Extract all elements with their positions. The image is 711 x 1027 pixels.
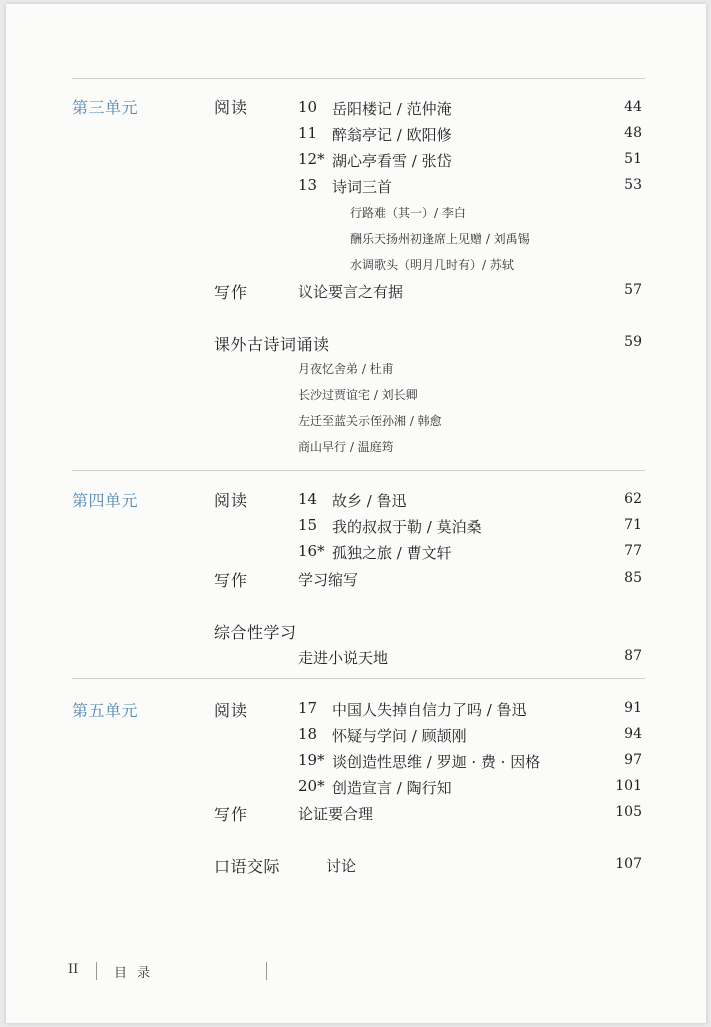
footer-page-number: II — [68, 962, 79, 977]
writing-title[interactable]: 学习缩写 — [298, 571, 359, 589]
extra-reading-page: 59 — [624, 334, 642, 350]
comprehensive-title[interactable]: 走进小说天地 — [298, 649, 389, 667]
oral-title[interactable]: 讨论 — [326, 857, 357, 875]
lesson-page: 53 — [624, 177, 642, 193]
lesson-page: 62 — [624, 491, 642, 507]
lesson-num: 18 — [298, 725, 318, 743]
lesson-page: 51 — [624, 151, 642, 167]
lesson-title[interactable]: 怀疑与学问 / 顾颉刚 — [332, 727, 467, 745]
lesson-page: 91 — [624, 700, 642, 716]
lesson-num: 14 — [298, 490, 318, 508]
lesson-title[interactable]: 中国人失掉自信力了吗 / 鲁迅 — [332, 701, 527, 719]
lesson-num: 12* — [298, 150, 325, 168]
extra-poem-item[interactable]: 左迁至蓝关示侄孙湘 / 韩愈 — [298, 414, 442, 428]
lesson-num: 20* — [298, 777, 325, 795]
lesson-page: 101 — [615, 778, 642, 794]
lesson-page: 48 — [624, 125, 642, 141]
lesson-title[interactable]: 孤独之旅 / 曹文轩 — [332, 544, 452, 562]
comprehensive-label: 综合性学习 — [214, 623, 297, 642]
reading-label-4: 阅读 — [214, 491, 249, 510]
lesson-num: 13 — [298, 176, 318, 194]
lesson-page: 44 — [624, 99, 642, 115]
poem-item[interactable]: 水调歌头（明月几时有）/ 苏轼 — [350, 258, 514, 272]
writing-page: 85 — [624, 570, 642, 586]
lesson-title[interactable]: 湖心亭看雪 / 张岱 — [332, 152, 452, 170]
extra-reading-label[interactable]: 课外古诗词诵读 — [214, 335, 330, 354]
poem-item[interactable]: 酬乐天扬州初逢席上见赠 / 刘禹锡 — [350, 232, 530, 246]
lesson-num: 19* — [298, 751, 325, 769]
lesson-num: 15 — [298, 516, 318, 534]
lesson-title[interactable]: 创造宣言 / 陶行知 — [332, 779, 452, 797]
writing-label-4: 写作 — [214, 571, 249, 590]
toc-page — [6, 4, 706, 1023]
lesson-page: 97 — [624, 752, 642, 768]
writing-title[interactable]: 论证要合理 — [298, 805, 374, 823]
footer-label: 目 录 — [114, 966, 154, 981]
unit-label-3: 第三单元 — [72, 98, 139, 117]
divider-unit4 — [72, 470, 645, 471]
writing-label-3: 写作 — [214, 283, 249, 302]
writing-page: 57 — [624, 282, 642, 298]
lesson-title[interactable]: 诗词三首 — [332, 178, 393, 196]
poem-item[interactable]: 行路难（其一）/ 李白 — [350, 206, 466, 220]
footer-separator-right — [266, 962, 267, 980]
lesson-title[interactable]: 醉翁亭记 / 欧阳修 — [332, 126, 452, 144]
lesson-num: 11 — [298, 124, 318, 142]
reading-label-5: 阅读 — [214, 701, 249, 720]
lesson-page: 71 — [624, 517, 642, 533]
divider-top — [72, 78, 645, 79]
lesson-num: 10 — [298, 98, 318, 116]
lesson-title[interactable]: 谈创造性思维 / 罗迦 · 费 · 因格 — [332, 753, 541, 771]
reading-label-3: 阅读 — [214, 98, 249, 117]
oral-label: 口语交际 — [214, 857, 281, 876]
writing-label-5: 写作 — [214, 805, 249, 824]
lesson-title[interactable]: 岳阳楼记 / 范仲淹 — [332, 100, 452, 118]
extra-poem-item[interactable]: 商山早行 / 温庭筠 — [298, 440, 394, 454]
lesson-num: 17 — [298, 699, 318, 717]
writing-page: 105 — [615, 804, 642, 820]
lesson-num: 16* — [298, 542, 325, 560]
extra-poem-item[interactable]: 长沙过贾谊宅 / 刘长卿 — [298, 388, 418, 402]
unit-label-4: 第四单元 — [72, 491, 139, 510]
comprehensive-page: 87 — [624, 648, 642, 664]
lesson-page: 94 — [624, 726, 642, 742]
extra-poem-item[interactable]: 月夜忆舍弟 / 杜甫 — [298, 362, 394, 376]
oral-page: 107 — [615, 856, 642, 872]
footer-separator-left — [96, 962, 97, 980]
unit-label-5: 第五单元 — [72, 701, 139, 720]
divider-unit5 — [72, 678, 645, 679]
lesson-title[interactable]: 我的叔叔于勒 / 莫泊桑 — [332, 518, 482, 536]
writing-title[interactable]: 议论要言之有据 — [298, 283, 404, 301]
lesson-page: 77 — [624, 543, 642, 559]
lesson-title[interactable]: 故乡 / 鲁迅 — [332, 492, 407, 510]
